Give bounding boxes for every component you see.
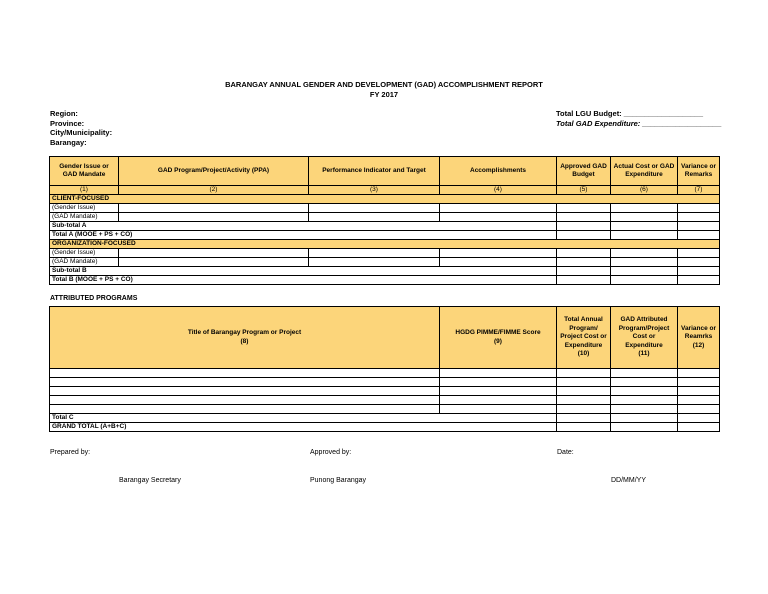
col-number: (4)	[440, 186, 557, 195]
table-cell	[678, 405, 720, 414]
table-cell	[611, 423, 678, 432]
table-cell	[557, 222, 611, 231]
table-cell	[440, 258, 557, 267]
table-cell	[440, 378, 557, 387]
header-total-annual-text: Total Annual Program/ Project Cost or Expenditure	[560, 316, 607, 349]
attributed-programs-label: ATTRIBUTED PROGRAMS	[50, 295, 138, 302]
table-cell	[611, 222, 678, 231]
table-cell	[557, 396, 611, 405]
header-program-title-num: (8)	[240, 337, 249, 345]
header-variance-remarks	[678, 307, 720, 369]
table-cell	[678, 213, 720, 222]
attributed-programs-table	[49, 306, 720, 432]
table-cell	[678, 231, 720, 240]
header-gad-attributed-num: (11)	[638, 350, 650, 358]
gad-mandate-cell: (GAD Mandate)	[50, 213, 119, 222]
city-label: City/Municipality:	[50, 128, 113, 137]
table-cell	[678, 267, 720, 276]
table-cell	[557, 387, 611, 396]
header-accomplishments: Accomplishments	[440, 157, 557, 186]
barangay-label: Barangay:	[50, 137, 87, 147]
table-cell	[678, 387, 720, 396]
header-gad-attributed-cost	[611, 307, 678, 369]
table-cell	[611, 387, 678, 396]
col-number: (6)	[611, 186, 678, 195]
report-year: FY 2017	[369, 90, 399, 99]
info-right	[556, 109, 722, 128]
table-cell	[678, 276, 720, 285]
table-cell	[440, 396, 557, 405]
table-cell	[611, 267, 678, 276]
table-cell	[557, 369, 611, 378]
header-hgdg-text: HGDG PIMME/FIMME Score	[455, 329, 541, 336]
province-label: Province:	[50, 118, 85, 128]
table-cell	[611, 369, 678, 378]
table-cell	[50, 378, 440, 387]
table-cell	[50, 387, 440, 396]
col-number: (2)	[119, 186, 309, 195]
table-cell	[678, 258, 720, 267]
table-cell	[611, 249, 678, 258]
table-cell	[50, 369, 440, 378]
approved-role: Punong Barangay	[310, 477, 367, 484]
total-c: Total C	[50, 414, 557, 423]
table-cell	[119, 258, 309, 267]
approved-by-label: Approved by:	[310, 449, 352, 456]
header-program-title-text: Title of Barangay Program or Project	[187, 329, 302, 336]
table-cell	[309, 204, 440, 213]
table-cell	[678, 396, 720, 405]
table-cell	[678, 369, 720, 378]
table-cell	[440, 204, 557, 213]
header-variance: Variance or Remarks	[678, 157, 720, 186]
table-cell	[557, 231, 611, 240]
header-variance-text: Variance or Reamrks	[680, 324, 717, 341]
prepared-role: Barangay Secretary	[119, 477, 181, 484]
table-cell	[557, 267, 611, 276]
gender-issue-cell: (Gender Issue)	[50, 204, 119, 213]
subtotal-b: Sub-total B	[50, 267, 557, 276]
table-cell	[440, 369, 557, 378]
table-cell	[611, 414, 678, 423]
table-cell	[678, 378, 720, 387]
table-cell	[50, 405, 440, 414]
table-cell	[440, 387, 557, 396]
table-cell	[557, 213, 611, 222]
lgu-budget-label: Total LGU Budget: ___________________	[556, 109, 704, 118]
header-approved-budget: Approved GAD Budget	[557, 157, 611, 186]
header-variance-num: (12)	[692, 341, 705, 349]
total-a: Total A (MOOE + PS + CO)	[50, 231, 557, 240]
grand-total: GRAND TOTAL (A+B+C)	[50, 423, 557, 432]
table-cell	[678, 222, 720, 231]
date-label: Date:	[557, 449, 574, 456]
report-title: BARANGAY ANNUAL GENDER AND DEVELOPMENT (GAD) ACCOMPLISHMENT REPORT	[225, 80, 543, 89]
table-cell	[440, 405, 557, 414]
total-b: Total B (MOOE + PS + CO)	[50, 276, 557, 285]
table-cell	[557, 204, 611, 213]
date-format: DD/MM/YY	[611, 477, 646, 484]
header-gender-issue: Gender Issue or GAD Mandate	[50, 157, 119, 186]
col-number: (7)	[678, 186, 720, 195]
table-cell	[678, 249, 720, 258]
col-number: (3)	[309, 186, 440, 195]
header-performance: Performance Indicator and Target	[309, 157, 440, 186]
col-number: (1)	[50, 186, 119, 195]
table-cell	[557, 414, 611, 423]
gad-ppa-table	[49, 156, 720, 285]
table-cell	[678, 423, 720, 432]
table-cell	[557, 378, 611, 387]
header-gad-attributed-text: GAD Attributed Program/Project Cost or Expenditure	[618, 316, 670, 349]
table-cell	[611, 396, 678, 405]
table-cell	[440, 249, 557, 258]
col-number: (5)	[557, 186, 611, 195]
header-ppa: GAD Program/Project/Activity (PPA)	[119, 157, 309, 186]
gad-expenditure-label: Total GAD Expenditure: ___________________	[556, 118, 722, 128]
client-focused-label: CLIENT-FOCUSED	[50, 195, 720, 204]
table-cell	[678, 414, 720, 423]
table-cell	[557, 423, 611, 432]
table-cell	[611, 231, 678, 240]
table-cell	[611, 213, 678, 222]
header-hgdg-num: (9)	[494, 337, 502, 345]
table-cell	[309, 213, 440, 222]
table-cell	[557, 258, 611, 267]
header-hgdg-score	[440, 307, 557, 369]
header-total-annual-num: (10)	[577, 350, 590, 358]
subtotal-a: Sub-total A	[50, 222, 557, 231]
region-label: Region:	[50, 109, 78, 118]
table-cell	[309, 249, 440, 258]
gad-mandate-cell: (GAD Mandate)	[50, 258, 119, 267]
table-cell	[309, 258, 440, 267]
table-cell	[678, 204, 720, 213]
table-cell	[611, 258, 678, 267]
table-cell	[557, 276, 611, 285]
gender-issue-cell: (Gender Issue)	[50, 249, 119, 258]
table-cell	[119, 213, 309, 222]
table-cell	[557, 249, 611, 258]
table-cell	[611, 204, 678, 213]
table-cell	[440, 213, 557, 222]
header-total-annual-cost	[557, 307, 611, 369]
table-cell	[119, 249, 309, 258]
table-cell	[119, 204, 309, 213]
header-actual-cost: Actual Cost or GAD Expenditure	[611, 157, 678, 186]
organization-focused-label: ORGANIZATION-FOCUSED	[50, 240, 720, 249]
table-cell	[611, 405, 678, 414]
table-cell	[50, 396, 440, 405]
table-cell	[611, 276, 678, 285]
info-left	[50, 109, 112, 147]
prepared-by-label: Prepared by:	[50, 449, 91, 456]
table-cell	[557, 405, 611, 414]
table-cell	[611, 378, 678, 387]
header-program-title	[50, 307, 440, 369]
